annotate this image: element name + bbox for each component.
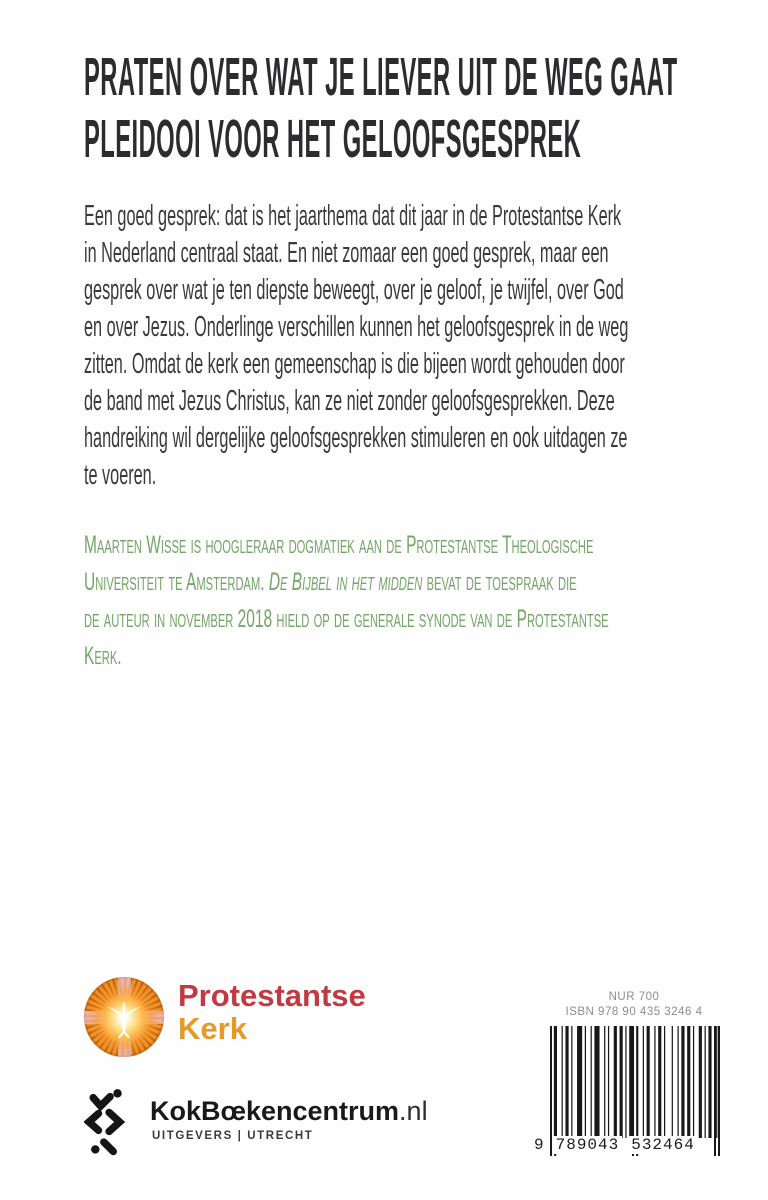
bio-text: Universiteit te Amsterdam. — [84, 568, 269, 596]
author-bio-line: de auteur in november 2018 hield op de generale synode van de Protestantse — [84, 605, 609, 633]
protestantse-kerk-logo — [84, 973, 414, 1065]
pk-wordmark-line1: Protestantse — [178, 978, 366, 1013]
author-bio-line — [84, 564, 609, 601]
synopsis-line: en over Jezus. Onderlinge verschillen kunnen het geloofsgesprek in de weg — [84, 311, 629, 343]
nur-label: NUR 700 — [608, 991, 660, 1003]
pk-rosette-icon — [84, 977, 164, 1057]
synopsis-line: in Nederland centraal staat. En niet zomaar een goed gesprek, maar een — [84, 237, 609, 269]
synopsis-line: te voeren. — [84, 459, 157, 491]
kok-wordmark — [150, 1096, 428, 1127]
synopsis-line: de band met Jezus Christus, kan ze niet zonder geloofsgesprekken. Deze — [84, 385, 615, 417]
barcode-digit-lead: 9 — [534, 1136, 545, 1154]
author-bio-line: Maarten Wisse is hoogleraar dogmatiek aan de Protestantse Theologische — [84, 531, 594, 559]
synopsis-paragraph — [84, 198, 768, 494]
author-bio-line: Kerk. — [84, 642, 122, 670]
ean-barcode — [534, 1026, 720, 1160]
pk-wordmark — [178, 979, 366, 1045]
kok-asterisk-icon — [84, 1086, 132, 1160]
book-title-italic: De Bijbel in het midden — [268, 568, 423, 596]
author-bio — [84, 527, 768, 675]
cover-title — [84, 46, 768, 170]
cover-title-line-1: PRATEN OVER WAT JE LIEVER UIT DE WEG GAAT — [84, 47, 678, 107]
nur-isbn-block — [518, 990, 750, 1020]
kok-name: KokBœkencentrum — [150, 1096, 400, 1126]
bio-text: bevat de toespraak die — [422, 568, 577, 596]
kok-tld: .nl — [399, 1096, 428, 1126]
barcode-digit-group1: 789043 — [553, 1136, 623, 1154]
pk-wordmark-line2: Kerk — [178, 1011, 247, 1046]
dove-icon — [102, 995, 146, 1039]
barcode-digit-group2: 532464 — [628, 1136, 698, 1154]
synopsis-line: handreiking wil dergelijke geloofsgesprekken stimuleren en ook uitdagen ze — [84, 422, 628, 454]
synopsis-line: Een goed gesprek: dat is het jaarthema dat dit jaar in de Protestantse Kerk — [84, 200, 622, 232]
barcode-digits — [534, 1136, 734, 1154]
kok-subtitle: UITGEVERS | UTRECHT — [152, 1130, 314, 1142]
synopsis-line: gesprek over wat je ten diepste beweegt, over je geloof, je twijfel, over God — [84, 274, 624, 306]
synopsis-line: zitten. Omdat de kerk een gemeenschap is die bijeen wordt gehouden door — [84, 348, 625, 380]
isbn-label: ISBN 978 90 435 3246 4 — [565, 1006, 703, 1018]
kokboekencentrum-logo — [84, 1086, 504, 1164]
cover-title-line-2: PLEIDOOI VOOR HET GELOOFSGESPREK — [84, 109, 582, 169]
